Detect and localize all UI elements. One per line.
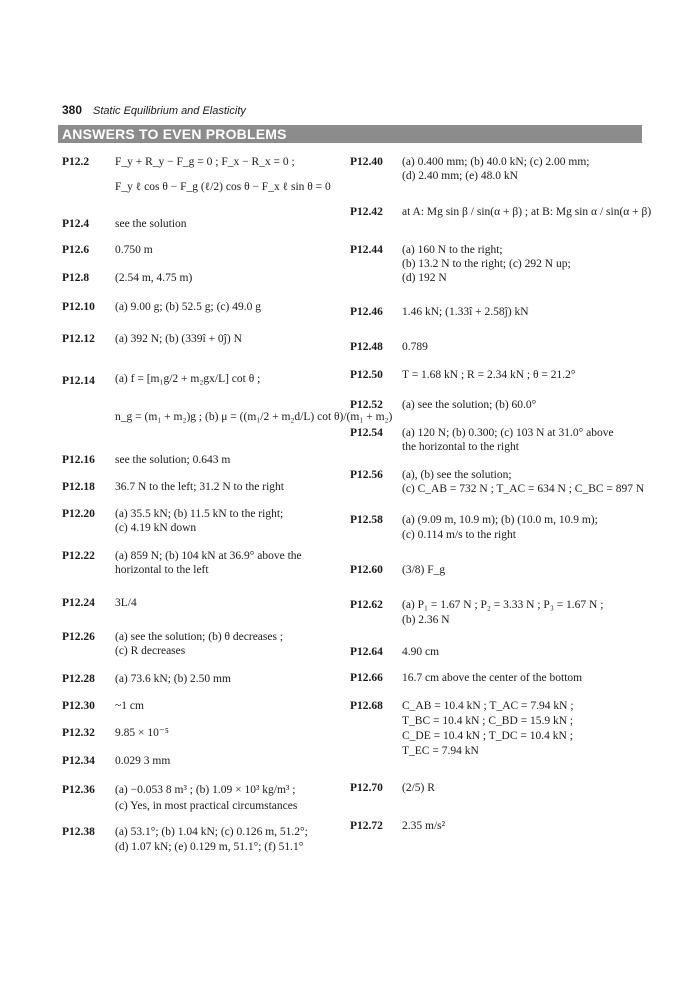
answer-line: (a) see the solution; (b) θ decreases ;	[115, 631, 284, 643]
problem-label: P12.66	[350, 672, 383, 684]
answer-line: (c) R decreases	[115, 645, 186, 657]
problem-label: P12.26	[62, 631, 95, 643]
answer-line: T_BC = 10.4 kN ; C_BD = 15.9 kN ;	[402, 715, 574, 727]
answer-line: (d) 2.40 mm; (e) 48.0 kN	[402, 170, 518, 182]
problem-label: P12.6	[62, 244, 90, 256]
answer-line: T_EC = 7.94 kN	[402, 745, 479, 757]
problem-label: P12.40	[350, 156, 383, 168]
problem-label: P12.2	[62, 156, 90, 168]
running-title: Static Equilibrium and Elasticity	[93, 105, 246, 117]
problem-label: P12.42	[350, 206, 383, 218]
answer-line: (d) 1.07 kN; (e) 0.129 m, 51.1°; (f) 51.1°	[115, 841, 304, 853]
answer-line: 1.46 kN; (1.33î + 2.58ĵ) kN	[402, 306, 529, 318]
problem-label: P12.38	[62, 826, 95, 838]
answer-line: T = 1.68 kN ; R = 2.34 kN ; θ = 21.2°	[402, 369, 576, 381]
problem-label: P12.34	[62, 755, 95, 767]
answer-line: (c) C_AB = 732 N ; T_AC = 634 N ; C_BC = 897 N	[402, 483, 645, 495]
answer-line: (a) see the solution; (b) 60.0°	[402, 399, 537, 411]
answer-line: (a) 392 N; (b) (339î + 0ĵ) N	[115, 333, 242, 345]
answer-line: 9.85 × 10⁻⁵	[115, 727, 169, 739]
answer-line: the horizontal to the right	[402, 441, 519, 453]
problem-label: P12.70	[350, 782, 383, 794]
answer-line: F_y ℓ cos θ − F_g (ℓ/2) cos θ − F_x ℓ sin θ = 0	[115, 181, 331, 193]
answer-line: (a) 35.5 kN; (b) 11.5 kN to the right;	[115, 508, 284, 520]
answer-line: 0.789	[402, 341, 428, 353]
problem-label: P12.60	[350, 564, 383, 576]
problem-label: P12.8	[62, 272, 90, 284]
answer-line: see the solution	[115, 218, 187, 230]
answer-line: 3L/4	[115, 597, 137, 609]
problem-label: P12.18	[62, 481, 95, 493]
answer-line: 2.35 m/s²	[402, 820, 446, 832]
answer-line: (a) 9.00 g; (b) 52.5 g; (c) 49.0 g	[115, 301, 261, 313]
problem-label: P12.48	[350, 341, 383, 353]
problem-label: P12.10	[62, 301, 95, 313]
answer-line: (a) −0.053 8 m³ ; (b) 1.09 × 10³ kg/m³ ;	[115, 784, 296, 796]
answer-line: (a) P₁ = 1.67 N ; P₂ = 3.33 N ; P₃ = 1.67 N ;	[402, 599, 604, 611]
answer-line: (d) 192 N	[402, 272, 447, 284]
answer-line: horizontal to the left	[115, 564, 209, 576]
answer-line: C_AB = 10.4 kN ; T_AC = 7.94 kN ;	[402, 700, 574, 712]
answer-line: F_y + R_y − F_g = 0 ; F_x − R_x = 0 ;	[115, 156, 295, 168]
problem-label: P12.72	[350, 820, 383, 832]
answer-line: (a) (9.09 m, 10.9 m); (b) (10.0 m, 10.9 m);	[402, 514, 598, 526]
page-number: 380	[62, 103, 83, 117]
answer-line: (a) 53.1°; (b) 1.04 kN; (c) 0.126 m, 51.2°;	[115, 826, 308, 838]
problem-label: P12.12	[62, 333, 95, 345]
answer-line: 4.90 cm	[402, 646, 440, 658]
answer-line: (a) 0.400 mm; (b) 40.0 kN; (c) 2.00 mm;	[402, 156, 590, 168]
answer-line: (a) f = [m₁g/2 + m₂gx/L] cot θ ;	[115, 373, 261, 385]
problem-label: P12.64	[350, 646, 383, 658]
problem-label: P12.22	[62, 550, 95, 562]
problem-label: P12.68	[350, 700, 383, 712]
answer-line: (2/5) R	[402, 782, 435, 794]
answer-line: (3/8) F_g	[402, 564, 446, 576]
section-banner: ANSWERS TO EVEN PROBLEMS	[58, 125, 642, 143]
problem-label: P12.36	[62, 784, 95, 796]
page-header	[62, 103, 246, 118]
problem-label: P12.56	[350, 469, 383, 481]
answer-line: (b) 13.2 N to the right; (c) 292 N up;	[402, 258, 571, 270]
answer-line: ~1 cm	[115, 700, 144, 712]
problem-label: P12.54	[350, 427, 383, 439]
answer-line: n_g = (m₁ + m₂)g ; (b) μ = ((m₁/2 + m₂d/L) cot θ)/(m₁ + m₂)	[115, 411, 393, 423]
problem-label: P12.20	[62, 508, 95, 520]
answer-line: (a) 859 N; (b) 104 kN at 36.9° above the	[115, 550, 302, 562]
answer-line: (a) 120 N; (b) 0.300; (c) 103 N at 31.0° above	[402, 427, 614, 439]
answer-line: 0.750 m	[115, 244, 153, 256]
answer-line: 36.7 N to the left; 31.2 N to the right	[115, 481, 284, 493]
answer-line: (a) 160 N to the right;	[402, 244, 503, 256]
problem-label: P12.16	[62, 454, 95, 466]
problem-label: P12.4	[62, 218, 90, 230]
problem-label: P12.32	[62, 727, 95, 739]
problem-label: P12.50	[350, 369, 383, 381]
problem-label: P12.62	[350, 599, 383, 611]
answer-line: (c) 0.114 m/s to the right	[402, 529, 516, 541]
answer-line: (b) 2.36 N	[402, 614, 450, 626]
answer-line: 0.029 3 mm	[115, 755, 171, 767]
answer-line: (c) Yes, in most practical circumstances	[115, 800, 298, 812]
problem-label: P12.46	[350, 306, 383, 318]
answer-line: see the solution; 0.643 m	[115, 454, 231, 466]
problem-label: P12.52	[350, 399, 383, 411]
answer-line: at A: Mg sin β / sin(α + β) ; at B: Mg sin α / sin(α + β)	[402, 206, 652, 218]
answer-line: (c) 4.19 kN down	[115, 522, 197, 534]
answer-line: (2.54 m, 4.75 m)	[115, 272, 193, 284]
answer-line: 16.7 cm above the center of the bottom	[402, 672, 583, 684]
problem-label: P12.30	[62, 700, 95, 712]
problem-label: P12.44	[350, 244, 383, 256]
problem-label: P12.58	[350, 514, 383, 526]
problem-label: P12.14	[62, 375, 95, 387]
problem-label: P12.28	[62, 673, 95, 685]
problem-label: P12.24	[62, 597, 95, 609]
answer-line: (a) 73.6 kN; (b) 2.50 mm	[115, 673, 231, 685]
answer-line: C_DE = 10.4 kN ; T_DC = 10.4 kN ;	[402, 730, 573, 742]
answer-line: (a), (b) see the solution;	[402, 469, 512, 481]
